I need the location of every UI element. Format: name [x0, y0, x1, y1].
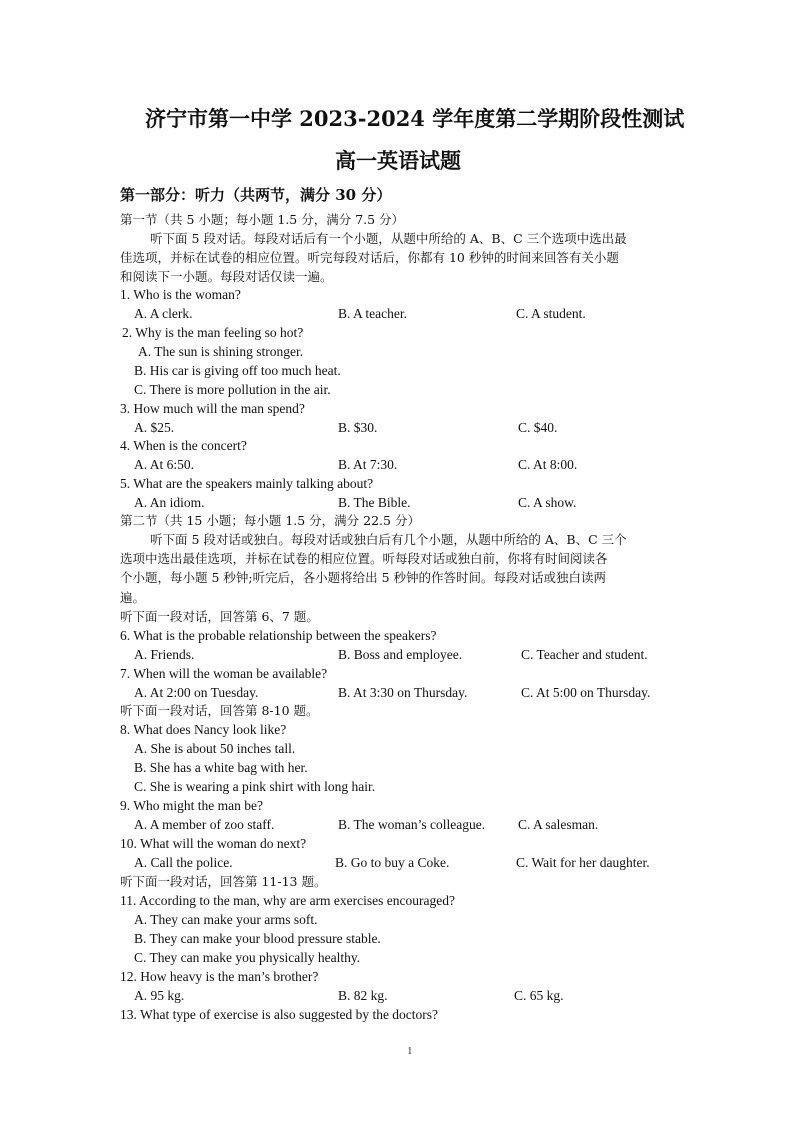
option-c: C. Teacher and student. — [521, 647, 648, 662]
option-b: B. His car is giving off too much heat. — [134, 363, 341, 378]
section2-instruction-line: 听下面 5 段对话或独白。每段对话或独白后有几个小题，从题中所给的 A、B、C 三个 — [150, 532, 627, 547]
option-c: C. She is wearing a pink shirt with long hair. — [134, 779, 376, 794]
option-a: A. An idiom. — [134, 495, 205, 510]
option-a: A. $25. — [134, 420, 175, 435]
option-c: C. At 5:00 on Thursday. — [521, 685, 651, 700]
option-a: A. They can make your arms soft. — [134, 912, 318, 927]
section1-instruction-line: 佳选项，并标在试卷的相应位置。听完每段对话后，你都有 10 秒钟的时间来回答有关小题 — [120, 250, 619, 265]
option-a: A. Friends. — [134, 647, 195, 662]
option-b: B. A teacher. — [338, 306, 407, 321]
option-a: A. At 6:50. — [134, 457, 195, 472]
option-b: B. Go to buy a Coke. — [335, 855, 450, 870]
question-stem: 8. What does Nancy look like? — [120, 722, 287, 737]
question-stem: 11. According to the man, why are arm exercises encouraged? — [120, 893, 455, 908]
question-stem: 13. What type of exercise is also suggested by the doctors? — [120, 1007, 439, 1022]
option-c: C. A show. — [518, 495, 577, 510]
question-stem: 5. What are the speakers mainly talking about? — [120, 476, 374, 491]
section2-heading: 第二节（共 15 小题；每小题 1.5 分，满分 22.5 分） — [120, 513, 420, 528]
section2-instruction-line: 遍。 — [120, 590, 146, 605]
section2-instruction-line: 个小题，每小题 5 秒钟;听完后，各小题将给出 5 秒钟的作答时间。每段对话或独白读两 — [120, 570, 607, 585]
section1-instruction-line: 和阅读下一小题。每段对话仅读一遍。 — [120, 269, 333, 284]
question-stem: 1. Who is the woman? — [120, 287, 241, 302]
question-stem: 4. When is the concert? — [120, 438, 247, 453]
section1-heading: 第一节（共 5 小题；每小题 1.5 分，满分 7.5 分） — [120, 212, 405, 227]
option-b: B. The woman’s colleague. — [338, 817, 486, 832]
question-stem: 2. Why is the man feeling so hot? — [122, 325, 304, 340]
option-b: B. 82 kg. — [338, 988, 388, 1003]
question-stem: 7. When will the woman be available? — [120, 666, 328, 681]
question-stem: 9. Who might the man be? — [120, 798, 263, 813]
option-c: C. At 8:00. — [518, 457, 578, 472]
option-b: B. She has a white bag with her. — [134, 760, 308, 775]
question-stem: 10. What will the woman do next? — [120, 836, 307, 851]
listening-prompt: 听下面一段对话，回答第 8-10 题。 — [120, 703, 319, 718]
option-c: C. They can make you physically healthy. — [134, 950, 361, 965]
option-a: A. Call the police. — [134, 855, 233, 870]
option-c: C. A salesman. — [518, 817, 599, 832]
option-a: A. 95 kg. — [134, 988, 185, 1003]
option-b: B. At 3:30 on Thursday. — [338, 685, 468, 700]
option-b: B. $30. — [338, 420, 378, 435]
option-c: C. $40. — [518, 420, 558, 435]
option-c: C. A student. — [516, 306, 586, 321]
option-a: A. A clerk. — [134, 306, 193, 321]
question-stem: 6. What is the probable relationship between the speakers? — [120, 628, 437, 643]
option-a: A. She is about 50 inches tall. — [134, 741, 296, 756]
section2-instruction-line: 选项中选出最佳选项，并标在试卷的相应位置。听每段对话或独白前，你将有时间阅读各 — [120, 551, 608, 566]
option-c: C. Wait for her daughter. — [516, 855, 650, 870]
question-stem: 12. How heavy is the man’s brother? — [120, 969, 319, 984]
page-number: 1 — [407, 1045, 413, 1057]
exam-title: 济宁市第一中学 2023-2024 学年度第二学期阶段性测试 — [145, 106, 685, 131]
option-a: A. At 2:00 on Tuesday. — [134, 685, 259, 700]
option-c: C. 65 kg. — [514, 988, 564, 1003]
option-b: B. The Bible. — [338, 495, 411, 510]
option-c: C. There is more pollution in the air. — [134, 382, 331, 397]
option-b: B. Boss and employee. — [338, 647, 463, 662]
option-a: A. A member of zoo staff. — [134, 817, 275, 832]
listening-prompt: 听下面一段对话，回答第 6、7 题。 — [120, 609, 319, 624]
exam-subtitle: 高一英语试题 — [335, 148, 461, 173]
part1-heading: 第一部分：听力（共两节，满分 30 分） — [120, 186, 392, 204]
question-stem: 3. How much will the man spend? — [120, 401, 305, 416]
option-b: B. At 7:30. — [338, 457, 398, 472]
listening-prompt: 听下面一段对话，回答第 11-13 题。 — [120, 874, 327, 889]
option-b: B. They can make your blood pressure stable. — [134, 931, 381, 946]
section1-instruction-line: 听下面 5 段对话。每段对话后有一个小题，从题中所给的 A、B、C 三个选项中选出最 — [150, 231, 627, 246]
option-a: A. The sun is shining stronger. — [138, 344, 304, 359]
